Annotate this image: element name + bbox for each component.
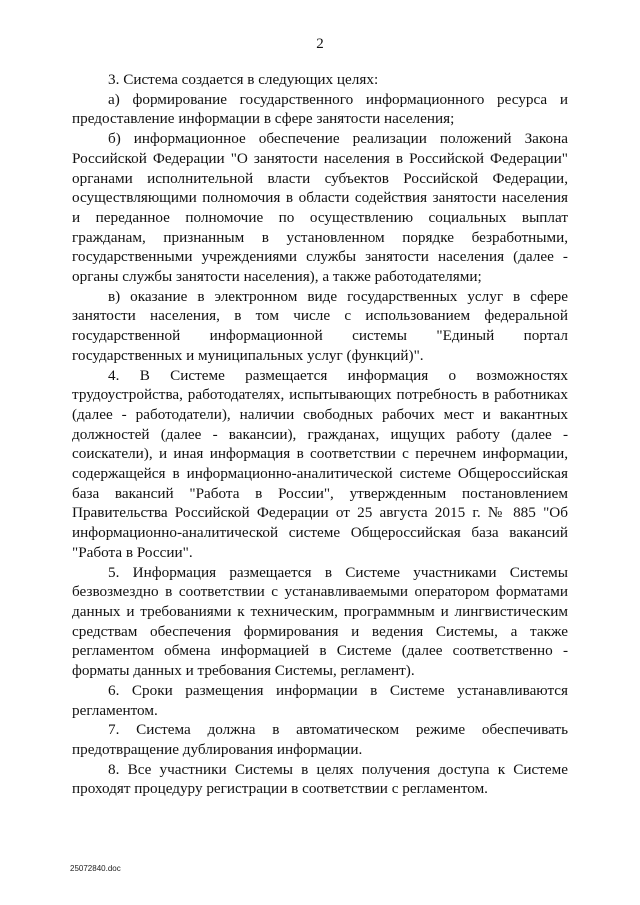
paragraph-3-heading: 3. Система создается в следующих целях: [108, 71, 379, 88]
page-number: 2 [316, 36, 324, 52]
paragraph-3v: в) оказание в электронном виде государственных услуг в сфере занятости населения, в том числе с использованием федеральной государственной информационной системы "Единый портал государственных и муниципальных услуг (функций)". [72, 287, 568, 364]
paragraph-7: 7. Система должна в автоматическом режиме обеспечивать предотвращение дублирования информации. [72, 721, 568, 758]
paragraph-5: 5. Информация размещается в Системе участниками Системы безвозмездно в соответствии с устанавливаемыми оператором форматами данных и требованиями к техническим, программным и лингвистическим средствам обеспечения формирования и ведения Системы, а также регламентом обмена информацией в Системе (далее соответственно - форматы данных и требования Системы, регламент). [72, 563, 568, 680]
document-body [72, 70, 568, 799]
paragraph-8: 8. Все участники Системы в целях получения доступа к Системе проходят процедуру регистрации в соответствии с регламентом. [72, 760, 568, 798]
paragraph-6: 6. Сроки размещения информации в Системе устанавливаются регламентом. [72, 681, 568, 719]
document-file-code: 25072840.doc [70, 864, 121, 873]
paragraph-3a: а) формирование государственного информационного ресурса и предоставление информации в сфере занятости населения; [72, 90, 568, 128]
paragraph-4: 4. В Системе размещается информация о возможностях трудоустройства, работодателях, испытывающих потребность в работниках (далее - работодатели), наличии свободных рабочих мест и вакантных должностей (далее - вакансии), гражданах, ищущих работу (далее - соискатели), и иная информация в соответствии с перечнем информации, содержащейся в информационно-аналитической системе Общероссийская база вакансий "Работа в России", утвержденным постановлением Правительства Российской Федерации от 25 августа 2015 г. № 885 "Об информационно-аналитической системе Общероссийская база вакансий "Работа в России". [72, 366, 568, 561]
paragraph-3b: б) информационное обеспечение реализации положений Закона Российской Федерации "О занятости населения в Российской Федерации" органами исполнительной власти субъектов Российской Федерации, осуществляющими полномочия в области содействия занятости населения и переданное полномочие по осуществлению социальных выплат гражданам, признанным в установленном порядке безработными, государственными учреждениями службы занятости населения (далее - органы службы занятости населения), а также работодателями; [72, 130, 568, 286]
